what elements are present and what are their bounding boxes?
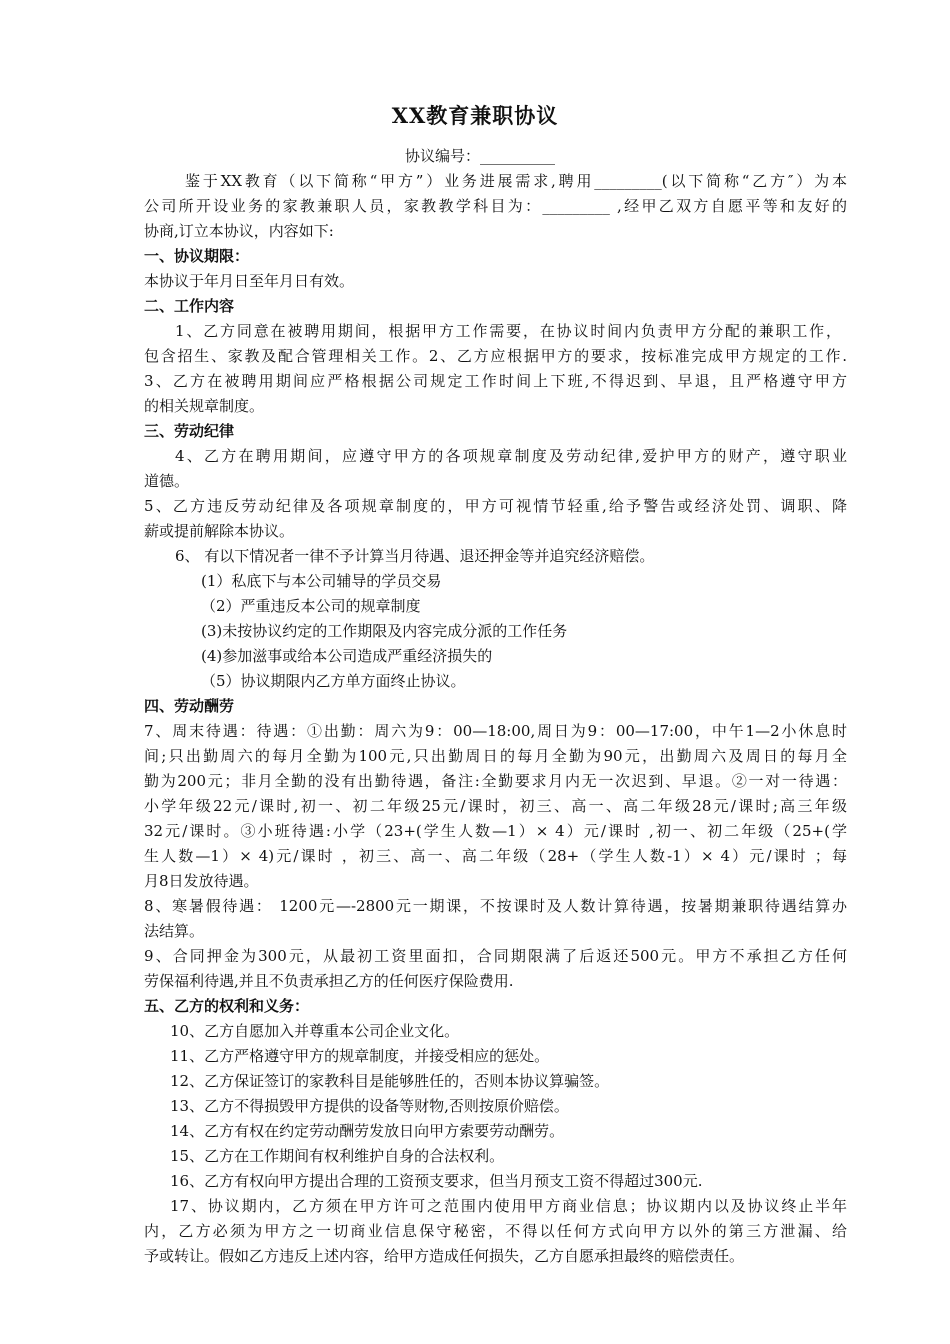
paragraph-line: 予或转让。假如乙方违反上述内容，给甲方造成任何损失，乙方自愿承担最终的赔偿责任。 <box>144 1247 745 1265</box>
paragraph-line: 11、乙方严格遵守甲方的规章制度，并接受相应的惩处。 <box>170 1047 550 1065</box>
list-item: （5）协议期限内乙方单方面终止协议。 <box>201 672 466 690</box>
section-heading: 三、劳动纪律 <box>144 422 235 440</box>
paragraph-line: 本协议于年月日至年月日有效。 <box>144 272 355 290</box>
paragraph-line: 包含招生、家教及配合管理相关工作。2、乙方应根据甲方的要求，按标准完成甲方规定的工作. <box>144 347 847 365</box>
paragraph-line: 勤为200元；非月全勤的没有出勤待遇，备注:全勤要求月内无一次迟到、早退。②一对一待遇： <box>144 772 847 790</box>
paragraph-line: 薪或提前解除本协议。 <box>144 522 295 540</box>
section-heading: 二、工作内容 <box>144 297 235 315</box>
paragraph-line: 6、 有以下情况者一律不予计算当月待遇、退还押金等并追究经济赔偿。 <box>175 547 655 565</box>
section-heading: 五、乙方的权利和义务： <box>144 997 310 1015</box>
paragraph-line: 劳保福利待遇,并且不负责承担乙方的任何医疗保险费用. <box>144 972 514 990</box>
paragraph-line: 月8日发放待遇。 <box>144 872 259 890</box>
section-heading: 一、协议期限： <box>144 247 250 265</box>
paragraph-line: 8、寒暑假待遇： 1200元—-2800元一期课，不按课时及人数计算待遇，按暑期兼职待遇结算办 <box>144 897 847 915</box>
paragraph-line: 法结算。 <box>144 922 205 940</box>
list-item: (1）私底下与本公司辅导的学员交易 <box>201 572 442 590</box>
paragraph-line: 4、乙方在聘用期间，应遵守甲方的各项规章制度及劳动纪律,爱护甲方的财产，遵守职业 <box>175 447 847 465</box>
agreement-number: 协议编号：__________ <box>405 147 556 165</box>
list-item: （2）严重违反本公司的规章制度 <box>201 597 421 615</box>
paragraph-line: 13、乙方不得损毁甲方提供的设备等财物,否则按原价赔偿。 <box>170 1097 569 1115</box>
paragraph-line: 3、乙方在被聘用期间应严格根据公司规定工作时间上下班,不得迟到、早退，且严格遵守甲方 <box>144 372 847 390</box>
paragraph-line: 小学年级22元/课时,初一、初二年级25元/课时，初三、高一、高二年级28元/课时;高三年级 <box>144 797 847 815</box>
paragraph-line: 生人数—1）× 4)元/课时 ，初三、高一、高二年级（28+（学生人数-1）× 4）元/课时 ；每 <box>144 847 847 865</box>
preamble-line: 鉴于XX教育（以下简称“甲方”）业务进展需求,聘用_________(以下简称“乙方″）为本 <box>185 172 847 190</box>
paragraph-line: 16、乙方有权向甲方提出合理的工资预支要求，但当月预支工资不得超过300元. <box>170 1172 703 1190</box>
preamble-line: 协商,订立本协议，内容如下: <box>144 222 334 240</box>
paragraph-line: 14、乙方有权在约定劳动酬劳发放日向甲方索要劳动酬劳。 <box>170 1122 565 1140</box>
paragraph-line: 7、周末待遇：待遇：①出勤：周六为9：00—18:00,周日为9：00—17:00，中午1—2小休息时 <box>144 722 847 740</box>
paragraph-line: 道德。 <box>144 472 190 490</box>
paragraph-line: 15、乙方在工作期间有权利维护自身的合法权利。 <box>170 1147 505 1165</box>
paragraph-line: 间;只出勤周六的每月全勤为100元,只出勤周日的每月全勤为90元，出勤周六及周日的每月全 <box>144 747 847 765</box>
paragraph-line: 12、乙方保证签订的家教科目是能够胜任的，否则本协议算骗签。 <box>170 1072 610 1090</box>
paragraph-line: 17、协议期内，乙方须在甲方许可之范围内使用甲方商业信息；协议期内以及协议终止半年 <box>170 1197 847 1215</box>
paragraph-line: 内，乙方必须为甲方之一切商业信息保守秘密，不得以任何方式向甲方以外的第三方泄漏、给 <box>144 1222 847 1240</box>
paragraph-line: 的相关规章制度。 <box>144 397 265 415</box>
paragraph-line: 5、乙方违反劳动纪律及各项规章制度的，甲方可视情节轻重,给予警告或经济处罚、调职、降 <box>144 497 847 515</box>
document-title: XX教育兼职协议 <box>391 103 559 128</box>
section-heading: 四、劳动酬劳 <box>144 697 235 715</box>
list-item: (4)参加滋事或给本公司造成严重经济损失的 <box>201 647 493 665</box>
paragraph-line: 10、乙方自愿加入并尊重本公司企业文化。 <box>170 1022 460 1040</box>
paragraph-line: 9、合同押金为300元，从最初工资里面扣，合同期限满了后返还500元。甲方不承担乙方任何 <box>144 947 847 965</box>
preamble-line: 公司所开设业务的家教兼职人员，家教教学科目为：_________ ,经甲乙双方自愿平等和友好的 <box>144 197 847 215</box>
paragraph-line: 32元/课时。③小班待遇:小学（23+(学生人数—1）× 4）元/课时 ,初一、初二年级（25+(学 <box>144 822 847 840</box>
paragraph-line: 1、乙方同意在被聘用期间，根据甲方工作需要，在协议时间内负责甲方分配的兼职工作， <box>175 322 841 340</box>
list-item: (3)未按协议约定的工作期限及内容完成分派的工作任务 <box>201 622 568 640</box>
